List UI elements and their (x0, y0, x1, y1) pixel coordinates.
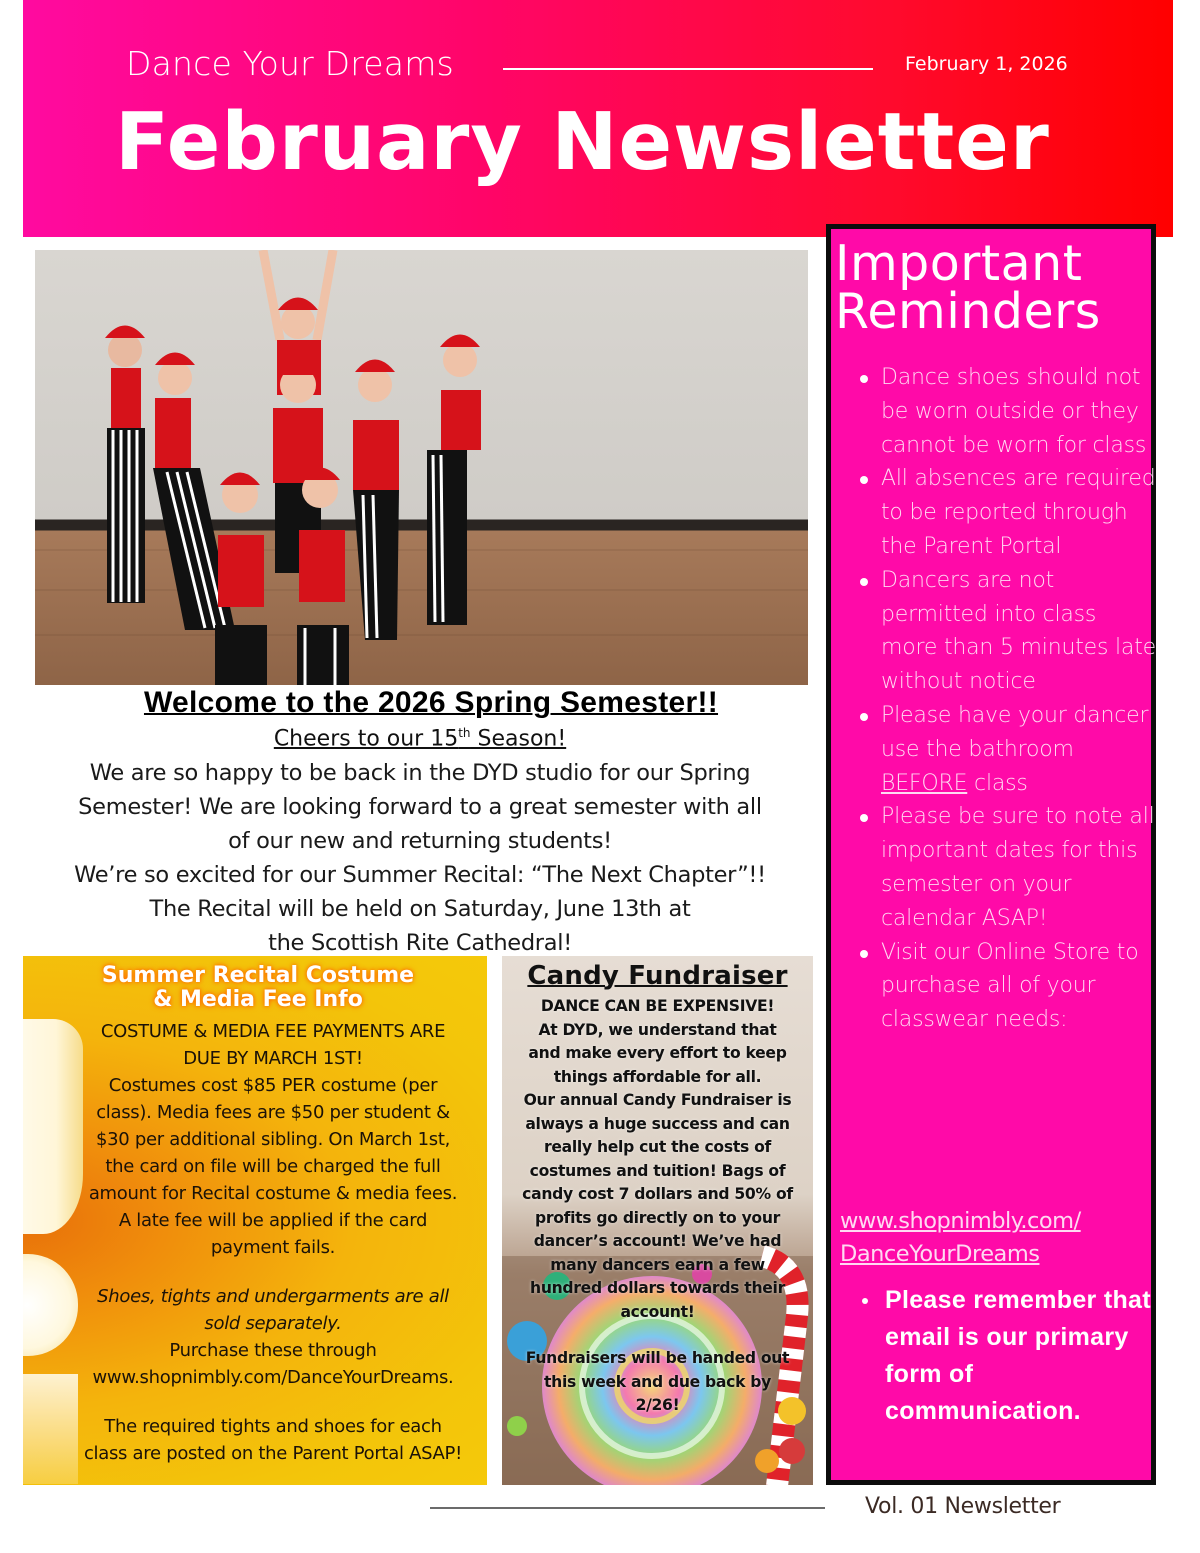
costume-content (63, 964, 483, 1467)
header-banner (23, 0, 1173, 237)
store-link-line[interactable]: www.shopnimbly.com/ (840, 1208, 1081, 1234)
welcome-line: The Recital will be held on Saturday, June 13th at (149, 896, 691, 923)
cost-line: the card on file will be charged the full (105, 1156, 441, 1177)
candy-line: Our annual Candy Fundraiser is (523, 1091, 792, 1109)
welcome-line: Semester! We are looking forward to a great semester with all (78, 794, 762, 821)
fundraiser-due-line: 2/26! (635, 1396, 680, 1414)
candy-line: DANCE CAN BE EXPENSIVE! (540, 997, 775, 1015)
reminder-item: Please be sure to note all important dates for this semester on your calendar ASAP! (858, 800, 1158, 935)
cost-line: class). Media fees are $50 per student & (96, 1102, 450, 1123)
reminder-text: class (967, 770, 1028, 796)
candy-line: hundred dollars towards their (530, 1279, 785, 1297)
candy-content (502, 959, 813, 1418)
reminder-item: Dancers are not permitted into class more than 5 minutes late without notice (858, 564, 1158, 699)
welcome-section (20, 684, 820, 960)
candy-line: profits go directly on to your (534, 1208, 781, 1227)
volume-label: Vol. 01 Newsletter (865, 1494, 1061, 1519)
cost-line: amount for Recital costume & media fees. (88, 1183, 458, 1204)
welcome-line: We are so happy to be back in the DYD studio for our Spring (89, 760, 751, 787)
costume-title (63, 964, 483, 1012)
header-divider (503, 68, 873, 70)
candy-line: costumes and tuition! Bags of (529, 1161, 786, 1180)
store-link-line[interactable]: DanceYourDreams (840, 1241, 1040, 1267)
costume-title-line: & Media Fee Info (153, 987, 363, 1012)
candy-line: dancer’s account! We’ve had (533, 1232, 782, 1250)
costume-body (63, 1018, 483, 1467)
candy-line: really help cut the costs of (544, 1138, 771, 1156)
reminders-title-line: Reminders (835, 283, 1101, 340)
reminder-text: Please have your dancer use the bathroom (881, 702, 1149, 762)
reminder-emphasis: BEFORE (881, 770, 968, 796)
dancers-illustration (35, 250, 808, 685)
season-ordinal: th (458, 726, 471, 740)
portal-note: The required tights and shoes for each (104, 1416, 442, 1437)
candy-line: many dancers earn a few (550, 1255, 765, 1274)
purchase-link[interactable]: www.shopnimbly.com/DanceYourDreams. (92, 1367, 454, 1388)
dancers-photo (35, 250, 808, 685)
candy-body (502, 995, 813, 1418)
welcome-line: of our new and returning students! (228, 828, 612, 855)
reminders-title-line: Important (835, 235, 1083, 292)
reminder-item: Dance shoes should not be worn outside or they cannot be worn for class (858, 361, 1158, 462)
due-notice: DUE BY MARCH 1ST! (183, 1048, 363, 1069)
reminders-title (835, 235, 1101, 340)
welcome-line: the Scottish Rite Cathedral! (268, 930, 572, 957)
fundraiser-due-line: Fundraisers will be handed out (525, 1349, 790, 1367)
reminder-item: All absences are required to be reported through the Parent Portal (858, 462, 1158, 563)
purchase-note: Purchase these through (169, 1340, 377, 1361)
footer-divider (430, 1507, 825, 1509)
online-store-link[interactable] (840, 1205, 1150, 1271)
sold-separately-note: sold separately. (204, 1313, 342, 1334)
costume-title-line: Summer Recital Costume (101, 963, 415, 988)
cost-line: $30 per additional sibling. On March 1st, (95, 1129, 451, 1150)
season-subheading (20, 718, 820, 754)
cost-line: Costumes cost $85 PER costume (per (108, 1075, 438, 1096)
reminders-list (858, 361, 1158, 1037)
cost-line: A late fee will be applied if the card (118, 1210, 428, 1231)
season-text-end: Season! (470, 726, 567, 752)
important-reminders-panel (826, 224, 1156, 1485)
issue-date: February 1, 2026 (905, 53, 1068, 75)
email-note-list (860, 1282, 1160, 1430)
email-note: Please remember that email is our primary form of communication. (860, 1282, 1160, 1430)
sold-separately-note: Shoes, tights and undergarments are all (97, 1286, 449, 1307)
candy-line: and make every effort to keep (528, 1044, 787, 1062)
candy-line: At DYD, we understand that (538, 1020, 777, 1039)
due-notice: COSTUME & MEDIA FEE PAYMENTS ARE (100, 1021, 446, 1042)
welcome-body (20, 756, 820, 960)
candy-line: things affordable for all. (553, 1067, 762, 1086)
candy-line: account! (620, 1302, 695, 1321)
candy-title: Candy Fundraiser (527, 961, 788, 991)
reminder-item (858, 699, 1158, 800)
candy-line: always a huge success and can (525, 1114, 790, 1133)
costume-fee-box (23, 956, 487, 1485)
welcome-heading: Welcome to the 2026 Spring Semester!! (143, 686, 719, 719)
candy-fundraiser-box (502, 956, 813, 1485)
reminder-item: Visit our Online Store to purchase all of your classwear needs: (858, 936, 1158, 1037)
candy-line: candy cost 7 dollars and 50% of (522, 1185, 793, 1203)
cost-line: payment fails. (210, 1237, 336, 1258)
newsletter-title: February Newsletter (115, 96, 1050, 188)
welcome-line: We’re so excited for our Summer Recital: “The Next Chapter”!! (74, 862, 766, 889)
season-text: Cheers to our 15 (273, 726, 459, 752)
fundraiser-due-line: this week and due back by (543, 1372, 771, 1391)
portal-note: class are posted on the Parent Portal ASAP! (83, 1443, 463, 1464)
brand-name: Dance Your Dreams (126, 44, 454, 83)
